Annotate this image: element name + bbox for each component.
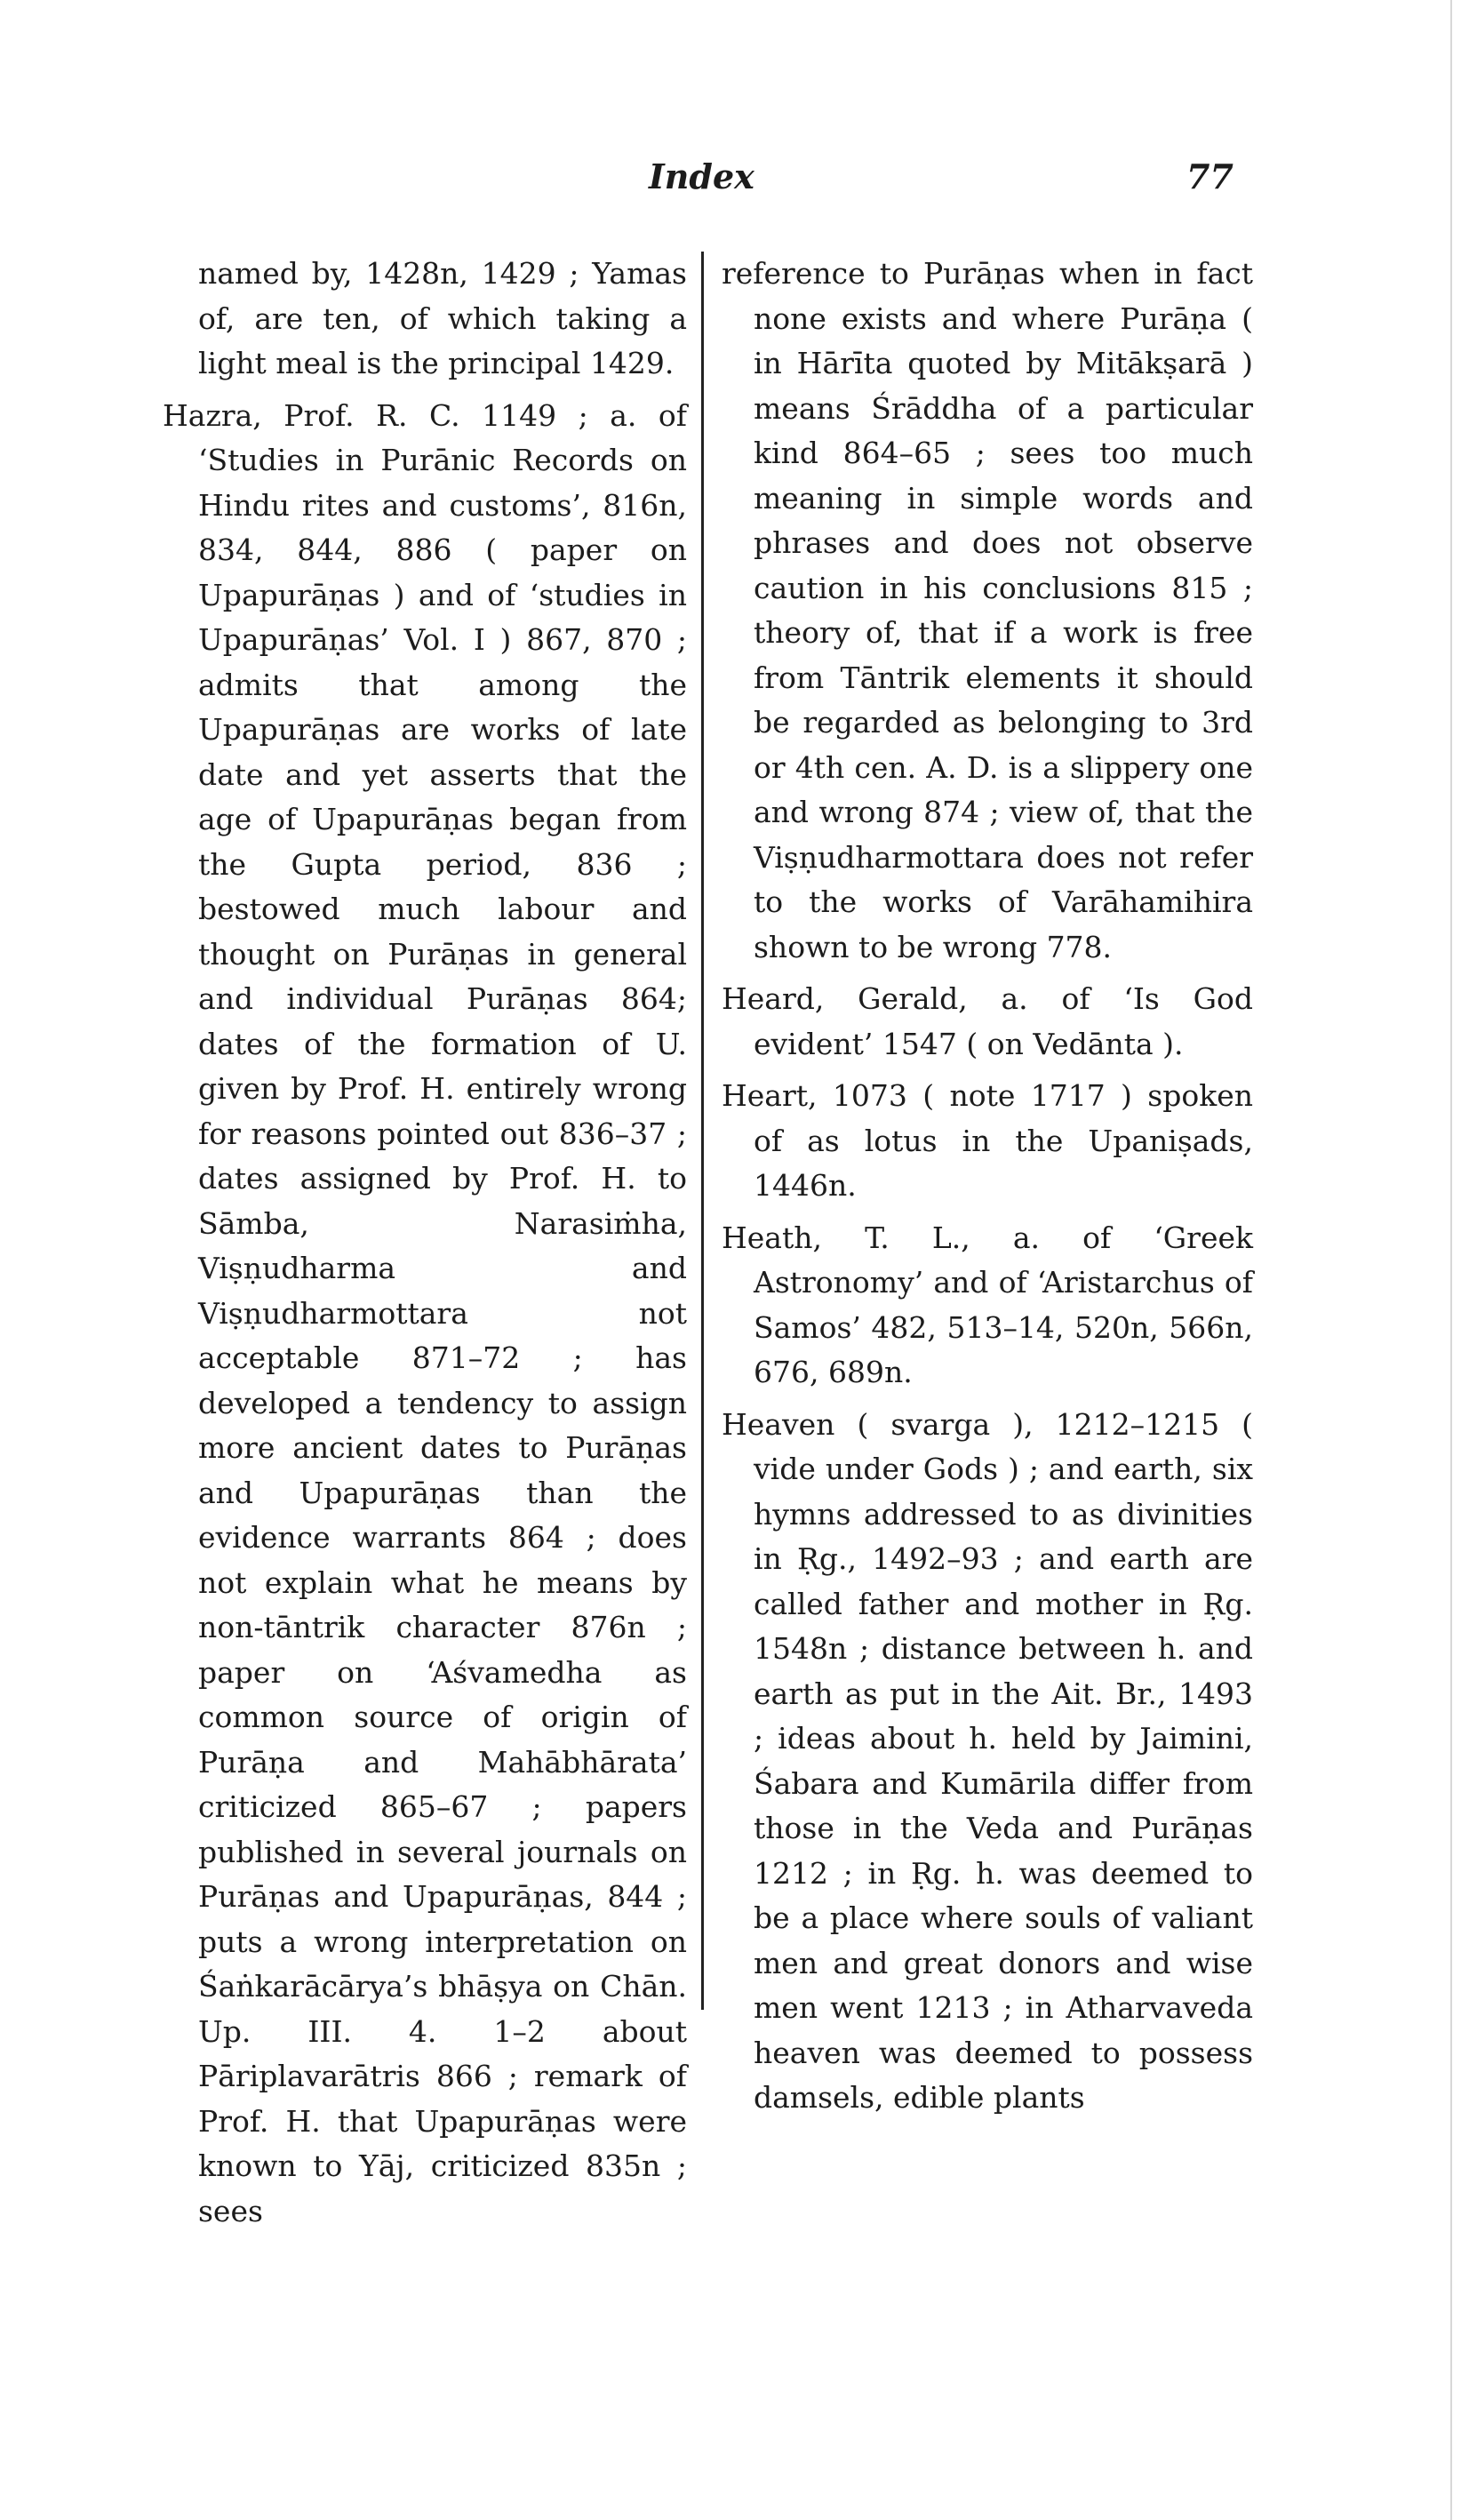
left-column	[163, 252, 687, 2241]
right-column	[722, 252, 1253, 2128]
page-number: 77	[1186, 156, 1233, 196]
index-entry-hazra: Hazra, Prof. R. C. 1149 ; a. of ‘Studies in Purānic Records on Hindu rites and customs’, 816n, 834, 844, 886 ( paper on Upapurāṇas ) and of ‘studies in Upapurāṇas’ Vol. I ) 867, 870 ; admits that among the Upapurāṇas are works of late date and yet asserts that the age of Upapurāṇas began from the Gupta period, 836 ; bestowed much labour and thought on Purāṇas in general and individual Purāṇas 864; dates of the formation of U. given by Prof. H. entirely wrong for reasons pointed out 836–37 ; dates assigned by Prof. H. to Sāmba, Narasiṁha, Viṣṇudharma and Viṣṇudharmottara not acceptable 871–72 ; has developed a tendency to assign more ancient dates to Purāṇas and Upapurāṇas than the evidence warrants 864 ; does not explain what he means by non-tāntrik character 876n ; paper on ‘Aśvamedha as common source of origin of Purāṇa and Mahābhārata’ criticized 865–67 ; papers published in several journals on Purāṇas and Upapurāṇas, 844 ; puts a wrong interpretation on Śaṅkarācārya’s bhāṣya on Chān. Up. III. 4. 1–2 about Pāriplavarātris 866 ; remark of Prof. H. that Upapurāṇas were known to Yāj, criticized 835n ; sees	[163, 397, 687, 2228]
index-entry-heard: Heard, Gerald, a. of ‘Is God evident’ 1547 ( on Vedānta ).	[722, 981, 1253, 1061]
page-edge-line	[1450, 0, 1452, 2520]
column-divider	[701, 252, 704, 2010]
index-entry-heart: Heart, 1073 ( note 1717 ) spoken of as lotus in the Upaniṣads, 1446n.	[722, 1078, 1253, 1203]
index-entry-heaven: Heaven ( svarga ), 1212–1215 ( vide under Gods ) ; and earth, six hymns addressed to as divinities in Ṛg., 1492–93 ; and earth are called father and mother in Ṛg. 1548n ; distance between h. and earth as put in the Ait. Br., 1493 ; ideas about h. held by Jaimini, Śabara and Kumārila differ from those in the Veda and Purāṇas 1212 ; in Ṛg. h. was deemed to be a place where souls of valiant men and great donors and wise men went 1213 ; in Atharvaveda heaven was deemed to possess damsels, edible plants	[722, 1406, 1253, 2115]
running-header-title: Index	[649, 156, 754, 196]
index-entry-continuation: reference to Purāṇas when in fact none exists and where Purāṇa ( in Hārīta quoted by Mitākṣarā ) means Śrāddha of a particular kind 864–65 ; sees too much meaning in simple words and phrases and does not observe caution in his conclusions 815 ; theory of, that if a work is free from Tāntrik elements it should be regarded as belonging to 3rd or 4th cen. A. D. is a slippery one and wrong 874 ; view of, that the Viṣṇudharmottara does not refer to the works of Varāhamihira shown to be wrong 778.	[722, 256, 1253, 964]
index-entry-continuation: named by, 1428n, 1429 ; Yamas of, are ten, of which taking a light meal is the principal 1429.	[198, 256, 687, 380]
index-entry-heath: Heath, T. L., a. of ‘Greek Astronomy’ and of ‘Aristarchus of Samos’ 482, 513–14, 520n, 566n, 676, 689n.	[722, 1220, 1253, 1389]
